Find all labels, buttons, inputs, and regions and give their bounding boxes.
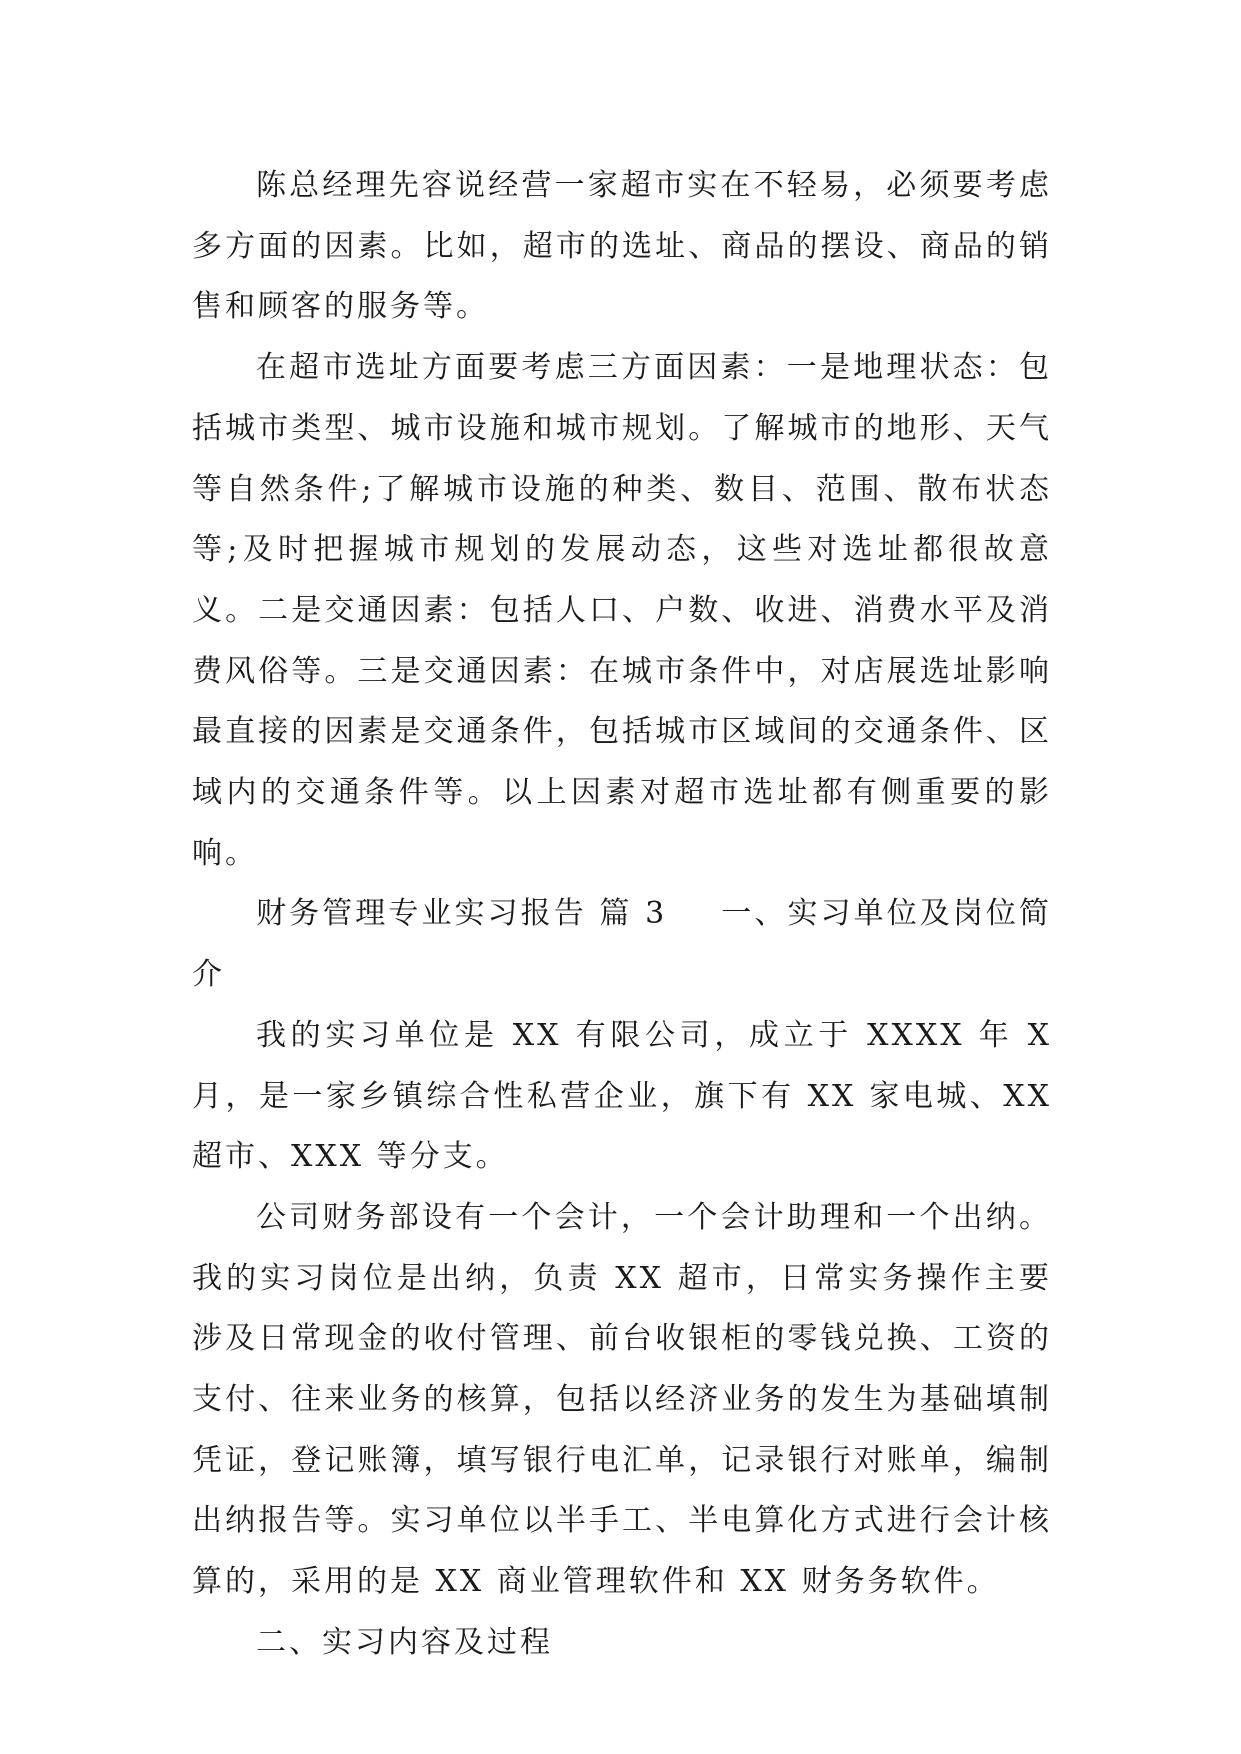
section-heading-content: 二、实习内容及过程	[256, 1624, 553, 1660]
document-body	[192, 156, 1052, 1674]
paragraph-manager-intro: 陈总经理先容说经营一家超市实在不轻易，必须要考虑多方面的因素。比如，超市的选址、商品的摆设、商品的销售和顾客的服务等。	[192, 168, 1052, 325]
paragraph-finance-dept: 公司财务部设有一个会计，一个会计助理和一个出纳。我的实习岗位是出纳，负责 XX 超市，日常实务操作主要涉及日常现金的收付管理、前台收银柜的零钱兑换、工资的支付、往来业务的核算，包括以经济业务的发生为基础填制凭证，登记账簿，填写银行电汇单，记录银行对账单，编制出纳报告等。实习单位以半手工、半电算化方式进行会计核算的，采用的是 XX 商业管理软件和 XX 财务务软件。	[192, 1199, 1052, 1600]
report-part: 篇 3	[599, 896, 668, 932]
paragraph-company-intro: 我的实习单位是 XX 有限公司，成立于 XXXX 年 X 月，是一家乡镇综合性私营企业，旗下有 XX 家电城、XX 超市、XXX 等分支。	[192, 1017, 1052, 1175]
report-title: 财务管理专业实习报告	[256, 896, 587, 932]
section-heading	[192, 884, 1052, 1005]
section-subtitle: 一、实习单位及岗位简介	[192, 896, 1053, 993]
paragraph-site-selection: 在超市选址方面要考虑三方面因素：一是地理状态：包括城市类型、城市设施和城市规划。了解城市的地形、天气等自然条件;了解城市设施的种类、数目、范围、散布状态等;及时把握城市规划的发展动态，这些对选址都很故意义。二是交通因素：包括人口、户数、收进、消费水平及消费风俗等。三是交通因素：在城市条件中，对店展选址影响最直接的因素是交通条件，包括城市区域间的交通条件、区域内的交通条件等。以上因素对超市选址都有侧重要的影响。	[192, 350, 1052, 871]
